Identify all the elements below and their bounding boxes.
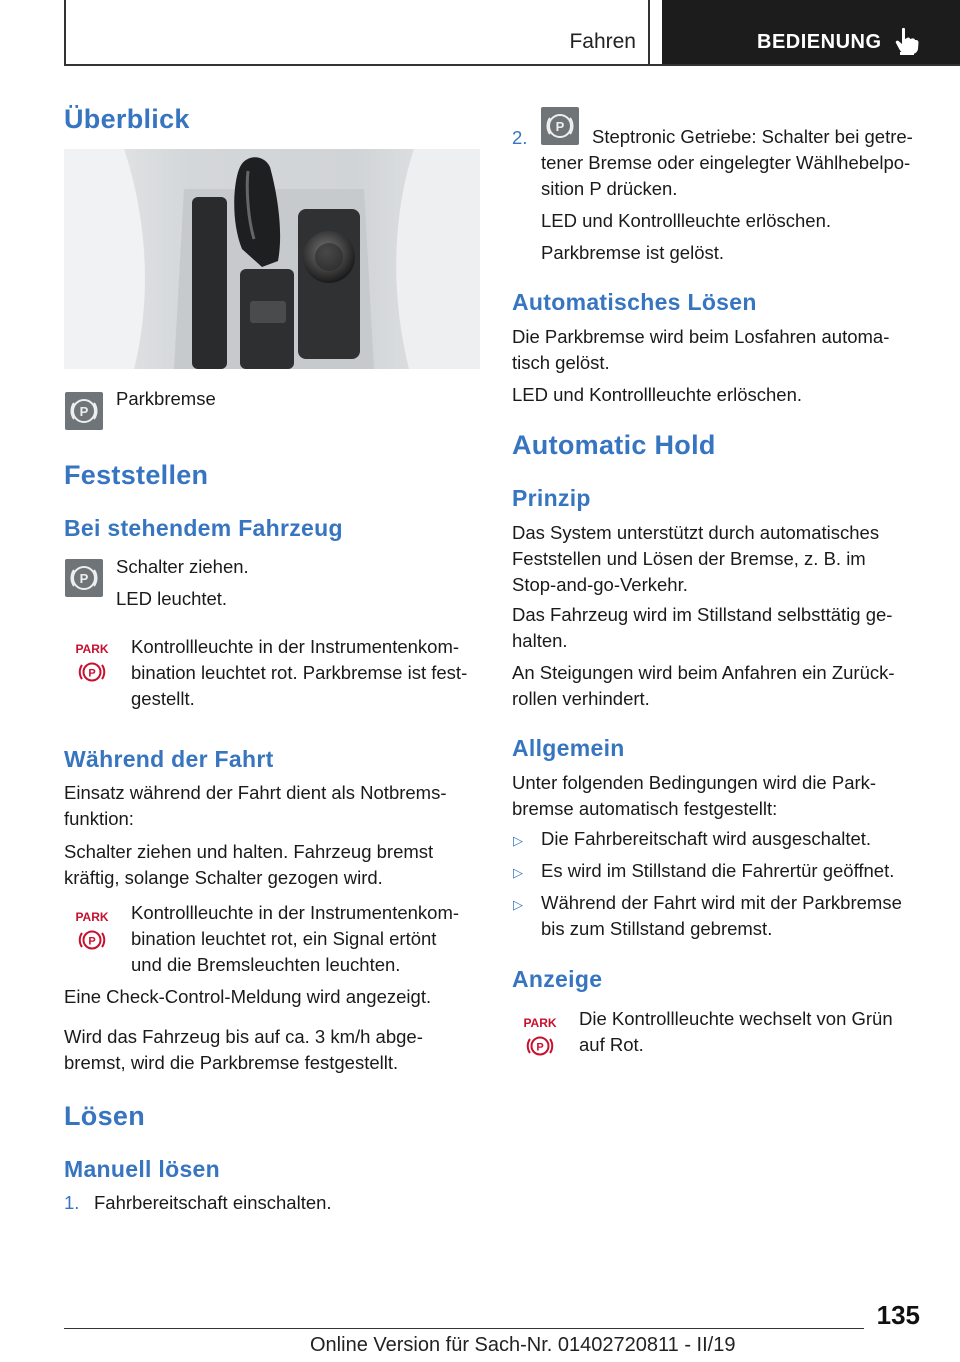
fahrt-p1-line2: funktion:: [64, 808, 134, 829]
fahrt-p2-line1: Schalter ziehen und halten. Fahrzeug bremst: [64, 841, 434, 862]
bullet-item-2: Es wird im Stillstand die Fahrertür geöffnet.: [541, 860, 895, 881]
anzeige-line2: auf Rot.: [579, 1034, 644, 1055]
step2-line3: sition P drücken.: [541, 178, 678, 199]
fahrt-p1-line1: Einsatz während der Fahrt dient als Notbrems-: [64, 782, 447, 803]
anzeige-line1: Die Kontrollleuchte wechselt von Grün: [579, 1008, 893, 1029]
auto-line2: tisch gelöst.: [512, 352, 610, 373]
online-version-footer: Online Version für Sach-Nr. 01402720811 - II/19: [310, 1334, 736, 1356]
auto-loesen-heading: Automatisches Lösen: [512, 289, 757, 315]
stehend-heading: Bei stehendem Fahrzeug: [64, 515, 343, 541]
overview-heading: Überblick: [64, 104, 190, 134]
check-control-text: Eine Check-Control-Meldung wird angezeigt.: [64, 986, 432, 1007]
step1-text: Fahrbereitschaft einschalten.: [94, 1192, 332, 1213]
prinzip-heading: Prinzip: [512, 485, 591, 511]
stehend-text-1: Schalter ziehen.: [116, 556, 249, 577]
header-divider: [648, 0, 650, 64]
prinzip-p3-line1: An Steigungen wird beim Anfahren ein Zurück-: [512, 662, 895, 683]
svg-text:P: P: [536, 1041, 544, 1054]
kontroll2-line3: und die Bremsleuchten leuchten.: [131, 954, 401, 975]
kontroll2-line2: bination leuchtet rot, ein Signal ertönt: [131, 928, 437, 949]
footer-rule: [64, 1328, 864, 1329]
manuell-heading: Manuell lösen: [64, 1156, 220, 1182]
prinzip-p2-line1: Das Fahrzeug wird im Stillstand selbsttätig ge-: [512, 604, 893, 625]
svg-text:PARK: PARK: [75, 642, 109, 656]
feststellen-heading: Feststellen: [64, 460, 209, 490]
header-left-border: [64, 0, 66, 64]
parking-brake-photo: [64, 149, 480, 369]
anzeige-heading: Anzeige: [512, 966, 603, 992]
parking-brake-button-icon: [65, 559, 103, 597]
bullet-triangle-icon: ▷: [513, 865, 523, 880]
svg-text:P: P: [88, 667, 96, 680]
park-warning-icon: [520, 1016, 560, 1058]
bullet-item-3-line2: bis zum Stillstand gebremst.: [541, 918, 773, 939]
prinzip-p1-line3: Stop-and-go-Verkehr.: [512, 574, 688, 595]
bullet-item-3-line1: Während der Fahrt wird mit der Parkbremse: [541, 892, 902, 913]
prinzip-p1-line2: Feststellen und Lösen der Bremse, z. B. im: [512, 548, 866, 569]
kontroll1-line2: bination leuchtet rot. Parkbremse ist fest-: [131, 662, 468, 683]
bullet-triangle-icon: ▷: [513, 897, 523, 912]
step-number: 1.: [64, 1192, 80, 1213]
fahrt-p2-line2: kräftig, solange Schalter gezogen wird.: [64, 867, 383, 888]
kontroll2-line1: Kontrollleuchte in der Instrumentenkom-: [131, 902, 460, 923]
step-number: 2.: [512, 127, 528, 148]
auto-led-text: LED und Kontrollleuchte erlöschen.: [512, 384, 803, 405]
parkbremse-label: Parkbremse: [116, 388, 216, 409]
fahrt-heading: Während der Fahrt: [64, 746, 274, 772]
parking-brake-button-icon: [541, 107, 579, 145]
kontroll1-line3: gestellt.: [131, 688, 195, 709]
chapter-label: Fahren: [569, 30, 636, 53]
hand-pointer-icon: [894, 27, 920, 55]
svg-text:PARK: PARK: [523, 1016, 557, 1030]
svg-text:P: P: [555, 119, 565, 134]
automatic-hold-heading: Automatic Hold: [512, 430, 716, 460]
allgemein-line1: Unter folgenden Bedingungen wird die Park-: [512, 772, 877, 793]
step2-line1: Steptronic Getriebe: Schalter bei getre-: [592, 126, 913, 147]
kontroll1-line1: Kontrollleuchte in der Instrumentenkom-: [131, 636, 460, 657]
kmh-line1: Wird das Fahrzeug bis auf ca. 3 km/h abge-: [64, 1026, 423, 1047]
prinzip-p3-line2: rollen verhindert.: [512, 688, 650, 709]
step2-led-text: LED und Kontrollleuchte erlöschen.: [541, 210, 832, 231]
stehend-text-2: LED leuchtet.: [116, 588, 228, 609]
loesen-heading: Lösen: [64, 1101, 146, 1131]
prinzip-p1-line1: Das System unterstützt durch automatisches: [512, 522, 880, 543]
auto-line1: Die Parkbremse wird beim Losfahren automa-: [512, 326, 890, 347]
park-warning-icon: [72, 642, 112, 684]
svg-text:P: P: [79, 571, 89, 586]
section-label: BEDIENUNG: [757, 31, 882, 53]
step2-released-text: Parkbremse ist gelöst.: [541, 242, 725, 263]
allgemein-line2: bremse automatisch festgestellt:: [512, 798, 778, 819]
svg-text:PARK: PARK: [75, 910, 109, 924]
kmh-line2: bremst, wird die Parkbremse festgestellt.: [64, 1052, 399, 1073]
bullet-item-1: Die Fahrbereitschaft wird ausgeschaltet.: [541, 828, 872, 849]
svg-text:P: P: [88, 935, 96, 948]
step2-line2: tener Bremse oder eingelegter Wählhebelpo-: [541, 152, 911, 173]
header-rule: [64, 64, 960, 66]
allgemein-heading: Allgemein: [512, 735, 625, 761]
parking-brake-button-icon: [65, 392, 103, 430]
page-number: 135: [876, 1300, 920, 1330]
svg-text:P: P: [79, 404, 89, 419]
prinzip-p2-line2: halten.: [512, 630, 568, 651]
park-warning-icon: [72, 910, 112, 952]
bullet-triangle-icon: ▷: [513, 833, 523, 848]
